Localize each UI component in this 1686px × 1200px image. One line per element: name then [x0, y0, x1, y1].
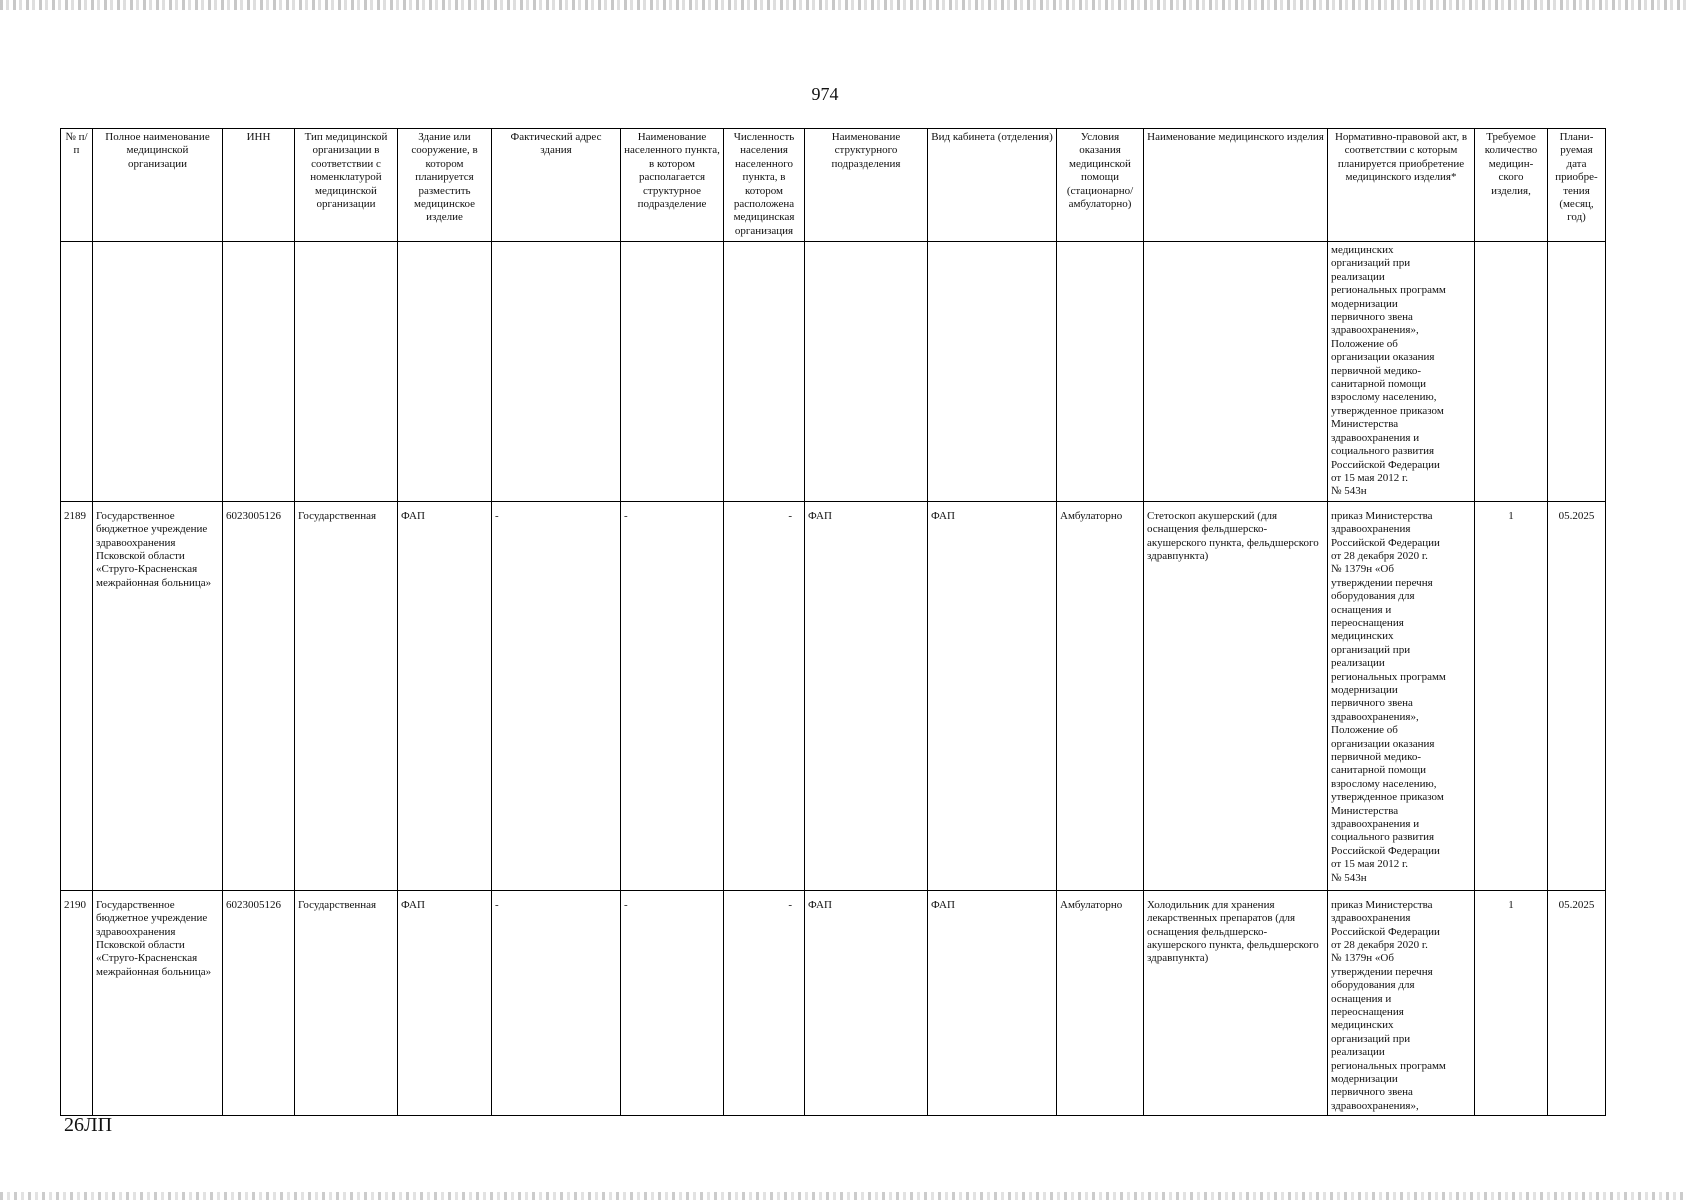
cell-org: Государственное бюджетное учреждение здравоохранения Псковской области «Струго-Красненская межрайонная больница» [93, 501, 223, 890]
cell-quantity: 1 [1475, 890, 1548, 1116]
cell-conditions: Амбулаторно [1057, 890, 1144, 1116]
cell-num: 2189 [61, 501, 93, 890]
col-header-org: Полное наименование медицинской организации [93, 129, 223, 242]
scan-noise-bottom [0, 1192, 1686, 1200]
col-header-address: Фактический адрес здания [492, 129, 621, 242]
cell-address: - [492, 890, 621, 1116]
cell-org: Государственное бюджетное учреждение здравоохранения Псковской области «Струго-Красненская межрайонная больница» [93, 890, 223, 1116]
cell-type: Государственная [295, 501, 398, 890]
cell-conditions: Амбулаторно [1057, 501, 1144, 890]
cell-device: Холодильник для хранения лекарственных препаратов (для оснащения фельдшерско-акушерского пункта, фельдшерского здравпункта) [1144, 890, 1328, 1116]
col-header-building: Здание или сооружение, в котором планируется разместить медицинское изделие [398, 129, 492, 242]
cell-act: приказ Министерства здравоохранения Российской Федерации от 28 декабря 2020 г. № 1379н «Об утверждении перечня оборудования для оснащения и переоснащения медицинских организаций при реализации региональных программ модернизации первичного звена здравоохранения», Положение об организации оказания первичной медико- санитарной помощи взрослому населению, утвержденное приказом Министерства здравоохранения и социального развития Российской Федерации от 15 мая 2012 г. № 543н [1328, 501, 1475, 890]
col-header-type: Тип медицинской организации в соответствии с номенклатурой медицинской организации [295, 129, 398, 242]
col-header-inn: ИНН [223, 129, 295, 242]
cell-date: 05.2025 [1548, 501, 1606, 890]
cell-building: ФАП [398, 501, 492, 890]
page-number: 974 [811, 84, 839, 104]
cell-quantity: 1 [1475, 501, 1548, 890]
cell-act-continuation: медицинских организаций при реализации региональных программ модернизации первичного звена здравоохранения», Положение об организации оказания первичной медико- санитарной помощи взрослому населению, утвержденное приказом Министерства здравоохранения и социального развития Российской Федерации от 15 мая 2012 г. № 543н [1328, 242, 1475, 502]
cell-type: Государственная [295, 890, 398, 1116]
cell-settlement: - [621, 501, 724, 890]
cell-inn: 6023005126 [223, 501, 295, 890]
table-header-row [61, 129, 1606, 242]
col-header-quantity: Требуемое количество медицин-ского изделия, [1475, 129, 1548, 242]
col-header-settlement: Наименование населенного пункта, в котором располагается структурное подразделение [621, 129, 724, 242]
equipment-table [60, 128, 1606, 1116]
cell-cabinet: ФАП [928, 501, 1057, 890]
table-row [61, 501, 1606, 890]
col-header-population: Численность населения населенного пункта, в котором расположена медицинская организация [724, 129, 805, 242]
table-row-continuation [61, 242, 1606, 502]
col-header-unit: Наименование структурного подразделения [805, 129, 928, 242]
col-header-conditions: Условия оказания медицинской помощи (стационарно/ амбулаторно) [1057, 129, 1144, 242]
col-header-cabinet: Вид кабинета (отделения) [928, 129, 1057, 242]
col-header-date: Плани-руемая дата приобре-тения (месяц, год) [1548, 129, 1606, 242]
cell-device: Стетоскоп акушерский (для оснащения фельдшерско-акушерского пункта, фельдшерского здравпункта) [1144, 501, 1328, 890]
cell-address: - [492, 501, 621, 890]
cell-settlement: - [621, 890, 724, 1116]
col-header-num: № п/п [61, 129, 93, 242]
cell-unit: ФАП [805, 501, 928, 890]
col-header-act: Нормативно-правовой акт, в соответствии с которым планируется приобретение медицинского изделия* [1328, 129, 1475, 242]
cell-population: - [724, 501, 805, 890]
cell-unit: ФАП [805, 890, 928, 1116]
scan-noise-top [0, 0, 1686, 10]
col-header-device: Наименование медицинского изделия [1144, 129, 1328, 242]
cell-building: ФАП [398, 890, 492, 1116]
cell-inn: 6023005126 [223, 890, 295, 1116]
table-row [61, 890, 1606, 1116]
cell-date: 05.2025 [1548, 890, 1606, 1116]
cell-act: приказ Министерства здравоохранения Российской Федерации от 28 декабря 2020 г. № 1379н «Об утверждении перечня оборудования для оснащения и переоснащения медицинских организаций при реализации региональных программ модернизации первичного звена здравоохранения», [1328, 890, 1475, 1116]
cell-num: 2190 [61, 890, 93, 1116]
footer-code: 26ЛП [64, 1114, 113, 1136]
cell-population: - [724, 890, 805, 1116]
cell-cabinet: ФАП [928, 890, 1057, 1116]
